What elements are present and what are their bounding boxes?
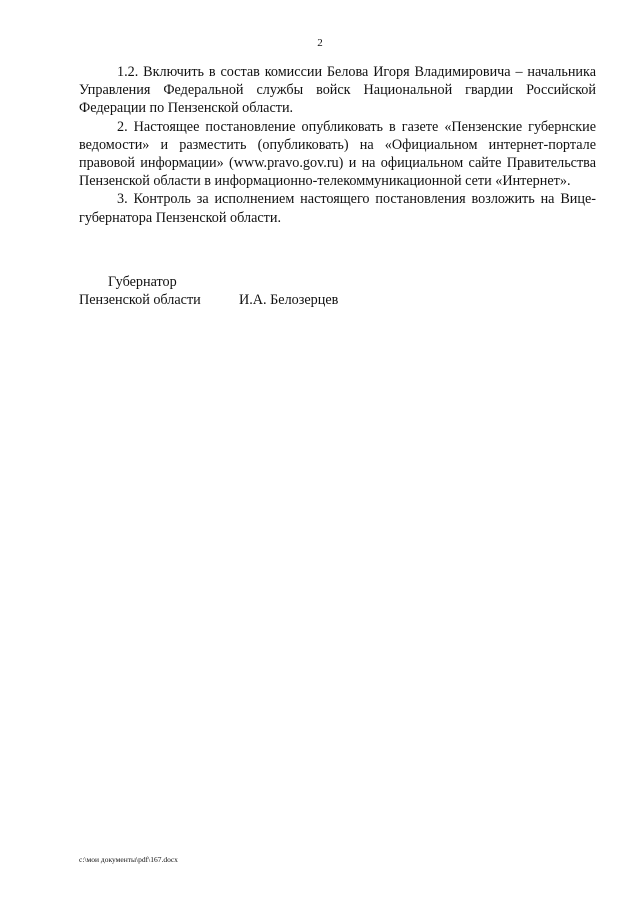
paragraph-2: 2. Настоящее постановление опубликовать в газете «Пензенские губернские ведомости» и разместить (опубликовать) на «Официальном интернет-портале правовой информации» (www.pravo.gov.ru) и на официальном сайте Правительства Пензенской области в информационно-телекоммуникационной сети «Интернет».	[79, 118, 596, 190]
signatory-title: Губернатор	[108, 274, 177, 290]
file-path-footer: c:\мои документы\pdf\167.docx	[79, 855, 178, 864]
paragraph-1-2: 1.2. Включить в состав комиссии Белова Игоря Владимировича – начальника Управления Федеральной службы войск Национальной гвардии Российской Федерации по Пензенской области.	[79, 64, 596, 117]
signatory-region: Пензенской области	[79, 292, 201, 308]
signatory-name: И.А. Белозерцев	[239, 292, 339, 308]
document-body	[79, 63, 596, 227]
paragraph-3: 3. Контроль за исполнением настоящего постановления возложить на Вице-губернатора Пензенской области.	[79, 191, 596, 226]
page-number: 2	[317, 37, 323, 49]
